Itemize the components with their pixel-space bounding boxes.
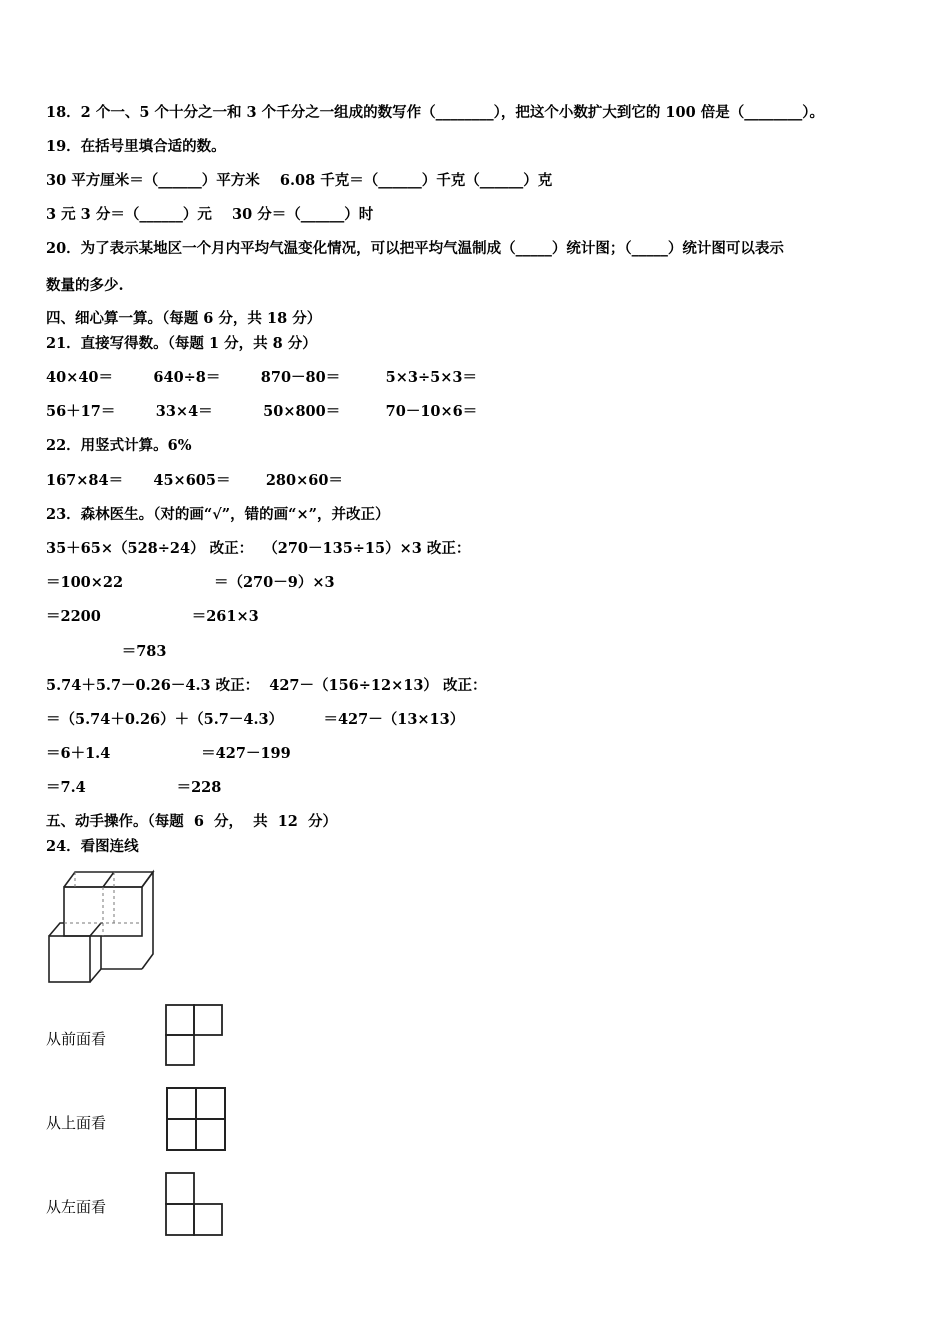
q20-line2: 数量的多少. <box>46 277 124 294</box>
q23-line6: ＝（5.74＋0.26）＋（5.7－4.3） ＝427－（13×13） <box>46 711 465 728</box>
top-view-shape <box>163 1084 229 1154</box>
q20-line1: 20．为了表示某地区一个月内平均气温变化情况，可以把平均气温制成（_____）统计图；（_____）统计图可以表示 <box>46 240 784 257</box>
section5-heading: 五、动手操作。（每题 6 分， 共 12 分） <box>46 813 337 830</box>
view-top-label: 从上面看 <box>46 1114 107 1132</box>
q23-line7: ＝6＋1.4 ＝427－199 <box>46 745 291 762</box>
q23-line4: ＝783 <box>46 643 167 660</box>
q23-line3: ＝2200 ＝261×3 <box>46 608 259 625</box>
q22-row: 167×84＝ 45×605＝ 280×60＝ <box>46 472 343 489</box>
q24-text: 24．看图连线 <box>46 838 139 855</box>
q18-text: 18．2 个一、5 个十分之一和 3 个千分之一组成的数写作（________），把这个小数扩大到它的 100 倍是（________）。 <box>46 104 824 121</box>
front-view-shape <box>163 1002 225 1068</box>
q23-line1: 35＋65×（528÷24） 改正： （270－135÷15）×3 改正： <box>46 540 471 557</box>
q19-line1: 30 平方厘米＝（______）平方米 6.08 千克＝（______）千克（______）克 <box>46 172 553 189</box>
q21-row1: 40×40＝ 640÷8＝ 870－80＝ 5×3÷5×3＝ <box>46 369 477 386</box>
q21-text: 21．直接写得数。（每题 1 分，共 8 分） <box>46 335 317 352</box>
view-front-label: 从前面看 <box>46 1030 107 1048</box>
q22-text: 22．用竖式计算。6% <box>46 437 192 454</box>
cube-figure <box>44 868 158 986</box>
q19-line2: 3 元 3 分＝（______）元 30 分＝（______）时 <box>46 206 374 223</box>
left-view-shape <box>163 1170 225 1238</box>
q23-line8: ＝7.4 ＝228 <box>46 779 222 796</box>
q23-line5: 5.74＋5.7－0.26－4.3 改正： 427－（156÷12×13） 改正： <box>46 677 487 694</box>
view-left-label: 从左面看 <box>46 1198 107 1216</box>
q23-text: 23．森林医生。（对的画“√”，错的画“×”，并改正） <box>46 506 390 523</box>
q19-text: 19．在括号里填合适的数。 <box>46 138 226 155</box>
q23-line2: ＝100×22 ＝（270－9）×3 <box>46 574 335 591</box>
q21-row2: 56＋17＝ 33×4＝ 50×800＝ 70－10×6＝ <box>46 403 478 420</box>
section4-heading: 四、细心算一算。（每题 6 分，共 18 分） <box>46 310 322 327</box>
